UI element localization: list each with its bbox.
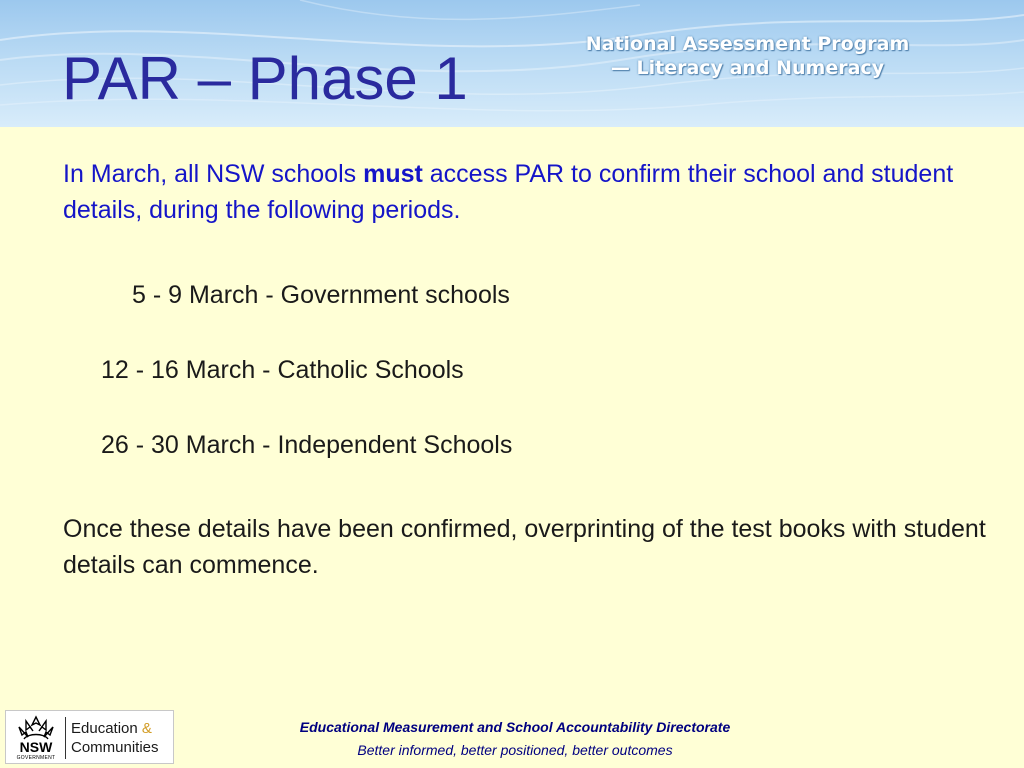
header-banner [0, 0, 1024, 127]
nsw-education-logo [5, 710, 174, 764]
department-line-2: Communities [71, 739, 159, 756]
intro-text-before: In March, all NSW schools [63, 160, 364, 188]
footer-tagline: Better informed, better positioned, better outcomes [357, 742, 673, 758]
slide-title: PAR – Phase 1 [62, 45, 468, 112]
department-line-1: Education [71, 720, 142, 737]
footer-directorate: Educational Measurement and School Accountability Directorate [299, 719, 731, 735]
intro-text-after: access PAR to confirm their school and student details, during the following periods. [63, 160, 954, 224]
period-catholic: 12 - 16 March - Catholic Schools [101, 356, 464, 384]
outro-paragraph: Once these details have been confirmed, overprinting of the test books with student details can commence. [63, 515, 986, 579]
logo-divider [65, 717, 66, 759]
department-name [71, 719, 159, 757]
intro-paragraph [63, 156, 993, 228]
nsw-wordmark: NSW [19, 739, 53, 755]
intro-emphasis: must [363, 160, 423, 188]
ampersand: & [141, 720, 152, 737]
period-independent: 26 - 30 March - Independent Schools [101, 431, 513, 459]
government-wordmark: GOVERNMENT [16, 755, 56, 761]
period-government: 5 - 9 March - Government schools [132, 281, 510, 309]
program-banner [525, 32, 970, 80]
program-line-2: — Literacy and Numeracy [610, 57, 885, 79]
program-line-1: National Assessment Program [585, 33, 910, 55]
